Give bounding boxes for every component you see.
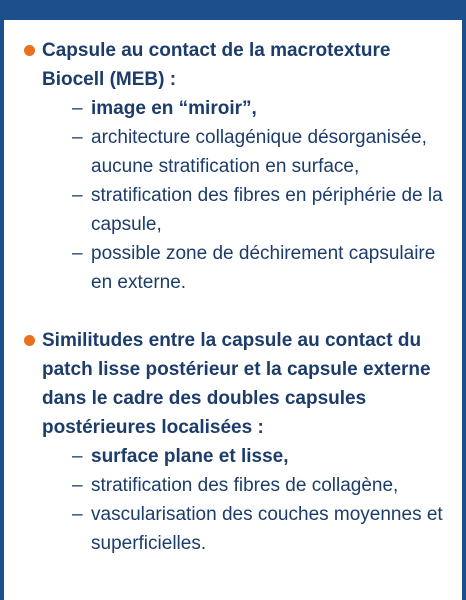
section-heading: Similitudes entre la capsule au contact du patch lisse postérieur et la capsule externe dans le cadre des doubles capsules postérieures localisées : — [42, 330, 431, 438]
dash-icon: – — [72, 243, 83, 264]
orange-bullet-icon — [24, 45, 35, 56]
list-item-text: stratification des fibres de collagène, — [91, 475, 399, 496]
sub-list — [42, 442, 444, 558]
section-heading: Capsule au contact de la macrotexture Biocell (MEB) : — [42, 40, 391, 90]
list-item — [72, 442, 444, 471]
list-item — [72, 181, 444, 239]
list-item-text: stratification des fibres en périphérie de la capsule, — [91, 185, 443, 235]
dash-icon: – — [72, 504, 83, 525]
list-item — [72, 94, 444, 123]
sub-list — [42, 94, 444, 297]
list-item — [72, 123, 444, 181]
section-biocell — [24, 36, 444, 297]
dash-icon: – — [72, 475, 83, 496]
dash-icon: – — [72, 446, 83, 467]
orange-bullet-icon — [24, 335, 35, 346]
dash-icon: – — [72, 98, 83, 119]
top-bar — [0, 0, 466, 20]
list-item — [72, 239, 444, 297]
list-item — [72, 471, 444, 500]
list-item — [72, 500, 444, 558]
list-item-text: possible zone de déchirement capsulaire en externe. — [91, 243, 436, 293]
list-item-text: vascularisation des couches moyennes et superficielles. — [91, 504, 443, 554]
list-item-text: image en “miroir”, — [91, 98, 257, 119]
list-item-text: surface plane et lisse, — [91, 446, 289, 467]
content — [24, 36, 444, 558]
dash-icon: – — [72, 185, 83, 206]
list-item-text: architecture collagénique désorganisée, aucune stratification en surface, — [91, 127, 427, 177]
dash-icon: – — [72, 127, 83, 148]
section-similitudes — [24, 326, 444, 558]
